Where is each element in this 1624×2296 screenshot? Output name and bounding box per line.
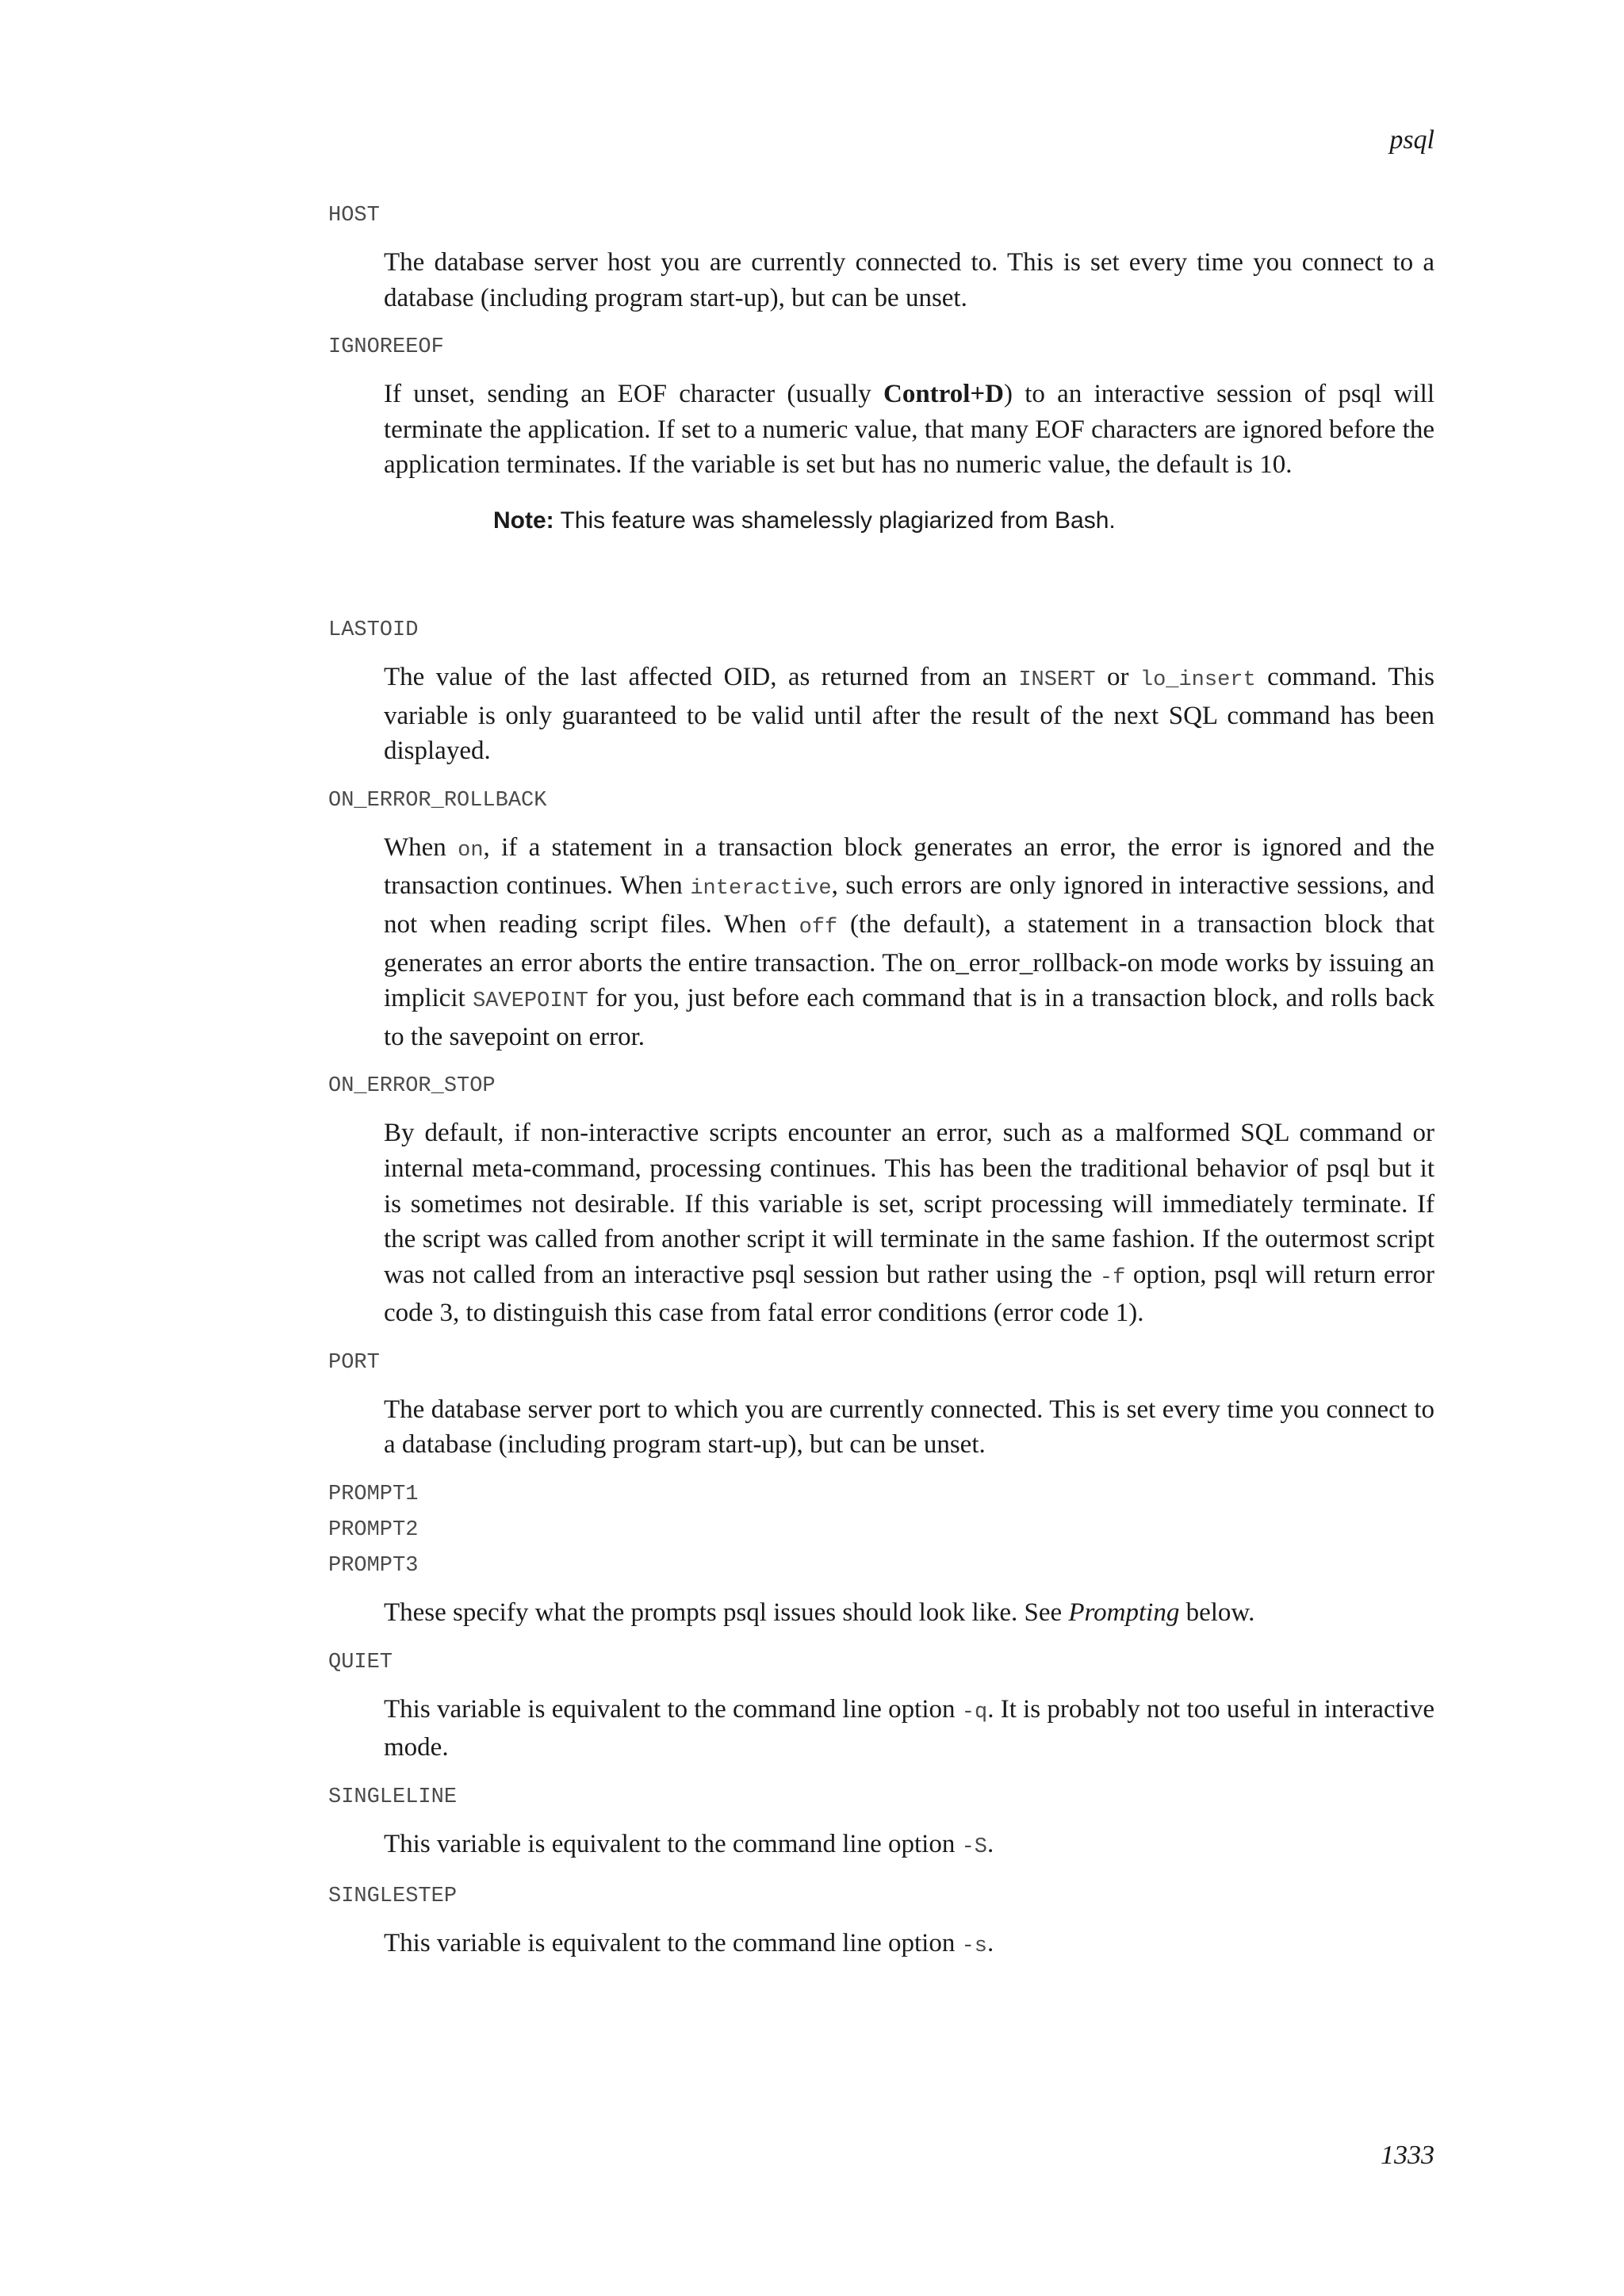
definition-text: This variable is equivalent to the command line option xyxy=(384,1694,962,1724)
term-quiet: QUIET xyxy=(328,1650,393,1674)
definition-text: The database server host you are currently connected to. This is set every time you connect to a database (including program start-up), but can be unset. xyxy=(384,248,1434,312)
definition-host xyxy=(384,245,1434,316)
term-prompt2: PROMPT2 xyxy=(328,1518,419,1543)
code-literal: on xyxy=(458,838,484,863)
code-literal: -q xyxy=(961,1700,988,1724)
definition-on-error-rollback xyxy=(384,830,1434,1055)
cross-reference-link[interactable]: Prompting xyxy=(1068,1598,1180,1628)
term-host: HOST xyxy=(328,204,380,228)
term-group-prompt xyxy=(328,1477,1434,1584)
page-number: 1333 xyxy=(1381,2141,1434,2170)
term-ignoreeof: IGNOREEOF xyxy=(328,335,444,360)
code-literal: interactive xyxy=(690,877,832,901)
note-text: This feature was shamelessly plagiarized from Bash. xyxy=(553,507,1116,534)
definition-prompt xyxy=(384,1595,1434,1631)
note-spacer xyxy=(384,538,1434,599)
code-literal: lo_insert xyxy=(1139,668,1256,692)
definition-text: By default, if non-interactive scripts encounter an error, such as a malformed SQL command or internal meta-command, processing continues. This has been the traditional behavior of psql but it is sometimes not desirable. If this variable is set, script processing will immediately terminate. If the script was called from another script it will terminate in the same fashion. If the outermost script was not called from an interactive psql session but rather using the xyxy=(384,1119,1434,1289)
code-literal: -S xyxy=(961,1835,987,1859)
definition-text: . xyxy=(986,1929,994,1958)
term-port: PORT xyxy=(328,1350,380,1375)
code-literal: INSERT xyxy=(1018,668,1096,692)
definition-text: These specify what the prompts psql issues should look like. See xyxy=(384,1598,1069,1628)
definition-port xyxy=(384,1392,1434,1463)
note-label: Note: xyxy=(493,507,554,534)
term-prompt1: PROMPT1 xyxy=(328,1483,419,1507)
definition-ignoreeof xyxy=(384,377,1434,599)
definition-text: option, psql will return error code 3, to distinguish this case from fatal error conditions (error code 1). xyxy=(384,1260,1434,1328)
code-literal: off xyxy=(799,915,838,939)
term-singleline: SINGLELINE xyxy=(328,1785,458,1809)
definition-text: The database server port to which you are currently connected. This is set every time you connect to a database (including program start-up), but can be unset. xyxy=(384,1395,1434,1460)
definition-text: , such errors are only ignored in interactive sessions, and not when reading script files. When xyxy=(384,871,1434,939)
code-literal: SAVEPOINT xyxy=(473,989,588,1014)
code-literal: -f xyxy=(1099,1265,1126,1290)
definition-text: The value of the last affected OID, as returned from an xyxy=(384,662,1019,691)
definition-text: ) to an interactive session of psql will terminate the application. If set to a numeric value, that many EOF characters are ignored before the application terminates. If the variable is set but has no numeric value, the default is 10. xyxy=(384,380,1434,480)
definition-text: This variable is equivalent to the command line option xyxy=(384,1829,962,1858)
running-header: psql xyxy=(1389,125,1434,155)
definition-quiet xyxy=(384,1692,1434,1766)
definition-text: When xyxy=(384,832,458,862)
code-literal: -s xyxy=(961,1934,987,1959)
definition-text: for you, just before each command that is in a transaction block, and rolls back to the savepoint on error. xyxy=(384,984,1434,1051)
term-on-error-stop: ON_ERROR_STOP xyxy=(328,1074,496,1099)
note-box xyxy=(493,503,1434,538)
definition-text: This variable is equivalent to the command line option xyxy=(384,1929,962,1958)
definition-text: command. This variable is only guaranteed to be valid until after the result of the next SQL command has been displayed. xyxy=(384,662,1434,766)
definition-text: , if a statement in a transaction block generates an error, the error is ignored and the transaction continues. When xyxy=(384,832,1434,901)
definition-text: If unset, sending an EOF character (usually xyxy=(384,380,883,409)
keyboard-shortcut: Control+D xyxy=(883,380,1005,409)
definition-text: . xyxy=(986,1829,994,1858)
variable-list xyxy=(328,198,1434,1979)
term-prompt3: PROMPT3 xyxy=(328,1554,419,1578)
definition-text: (the default), a statement in a transaction block that generates an error aborts the entire transaction. The on_error_rollback-on mode works by issuing an implicit xyxy=(384,909,1434,1013)
definition-text: . It is probably not too useful in interactive mode. xyxy=(384,1694,1434,1762)
definition-on-error-stop xyxy=(384,1115,1434,1331)
term-on-error-rollback: ON_ERROR_ROLLBACK xyxy=(328,788,547,813)
definition-text: below. xyxy=(1179,1598,1255,1628)
definition-singlestep xyxy=(384,1926,1434,1965)
definition-lastoid xyxy=(384,660,1434,769)
definition-singleline xyxy=(384,1827,1434,1866)
term-singlestep: SINGLESTEP xyxy=(328,1885,458,1909)
definition-text: or xyxy=(1095,662,1140,691)
term-lastoid: LASTOID xyxy=(328,618,419,642)
